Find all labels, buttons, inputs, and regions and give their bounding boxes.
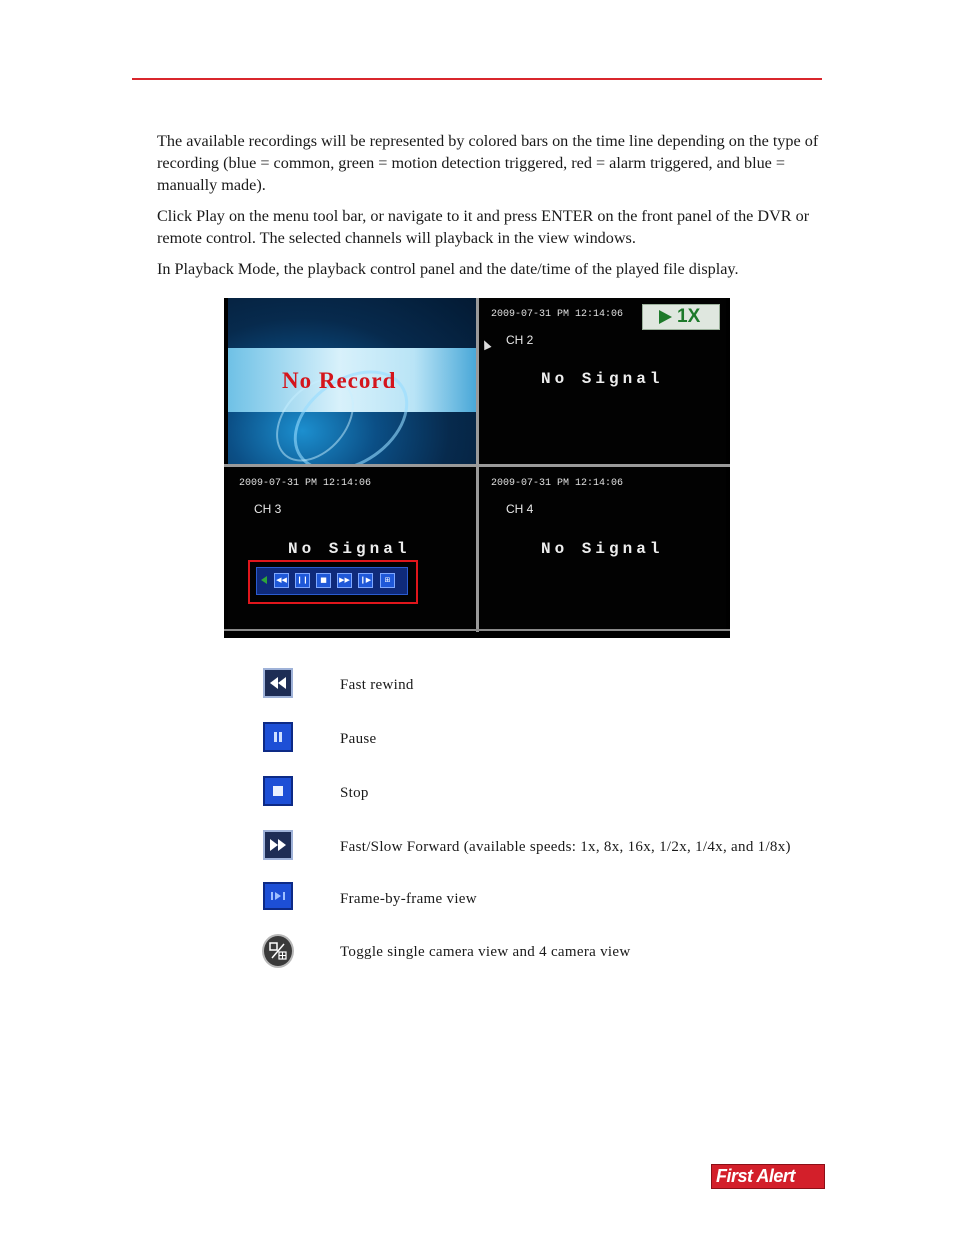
pause-icon (263, 722, 293, 752)
fast-rewind-label: Fast rewind (340, 677, 414, 693)
stop-icon (263, 776, 293, 806)
play-icon (659, 310, 672, 324)
toggle-view-icon[interactable]: ⊞ (380, 573, 395, 588)
ch4-datetime: 2009-07-31 PM 12:14:06 (491, 478, 624, 489)
channel-1-view (228, 298, 476, 464)
frame-by-frame-icon[interactable]: ❙▶ (358, 573, 373, 588)
channel-3-view (228, 467, 476, 629)
fast-rewind-icon (263, 668, 293, 698)
ch4-no-signal: No Signal (541, 540, 664, 558)
playback-speed-indicator: 1X (642, 304, 720, 330)
pause-label: Pause (340, 731, 377, 747)
pause-icon[interactable]: ❙❙ (295, 573, 310, 588)
dvr-playback-screenshot (224, 298, 730, 638)
playback-control-panel (256, 567, 408, 595)
paragraph-click-play: Click Play on the menu tool bar, or navigate to it and press ENTER on the front panel of the DVR or remote control. The selected channels will playback in the view windows. (157, 207, 810, 247)
fast-forward-icon[interactable]: ▶▶ (337, 573, 352, 588)
paragraph-recordings: The available recordings will be represented by colored bars on the time line depending on the type of recording (blue = common, green = motion detection triggered, red = alarm triggered, and blue = manually made). (157, 132, 819, 194)
play-icon[interactable] (261, 576, 267, 584)
ch2-datetime: 2009-07-31 PM 12:14:06 (491, 309, 624, 320)
stop-label: Stop (340, 785, 369, 801)
fast-forward-icon (263, 830, 293, 860)
paragraph-playback-mode: In Playback Mode, the playback control panel and the date/time of the played file display. (157, 260, 739, 278)
first-alert-logo: First Alert (711, 1164, 825, 1189)
fast-rewind-icon[interactable]: ◀◀ (274, 573, 289, 588)
ch4-label: CH 4 (506, 502, 534, 516)
ch2-no-signal: No Signal (541, 370, 664, 388)
frame-by-frame-label: Frame-by-frame view (340, 891, 477, 907)
no-record-label: No Record (282, 368, 397, 393)
channel-2-view (479, 298, 726, 464)
ch3-label: CH 3 (254, 502, 282, 516)
toggle-view-label: Toggle single camera view and 4 camera view (340, 944, 631, 960)
mouse-cursor-icon (480, 339, 491, 351)
channel-4-view (479, 467, 726, 629)
stop-icon[interactable]: ■ (316, 573, 331, 588)
ch3-datetime: 2009-07-31 PM 12:14:06 (239, 478, 372, 489)
ch2-label: CH 2 (506, 333, 534, 347)
frame-by-frame-icon (263, 882, 293, 910)
toggle-view-icon (262, 934, 294, 968)
ch3-no-signal: No Signal (288, 540, 411, 558)
header-rule (132, 78, 822, 80)
fast-forward-label: Fast/Slow Forward (available speeds: 1x, 8x, 16x, 1/2x, 1/4x, and 1/8x) (340, 839, 791, 855)
